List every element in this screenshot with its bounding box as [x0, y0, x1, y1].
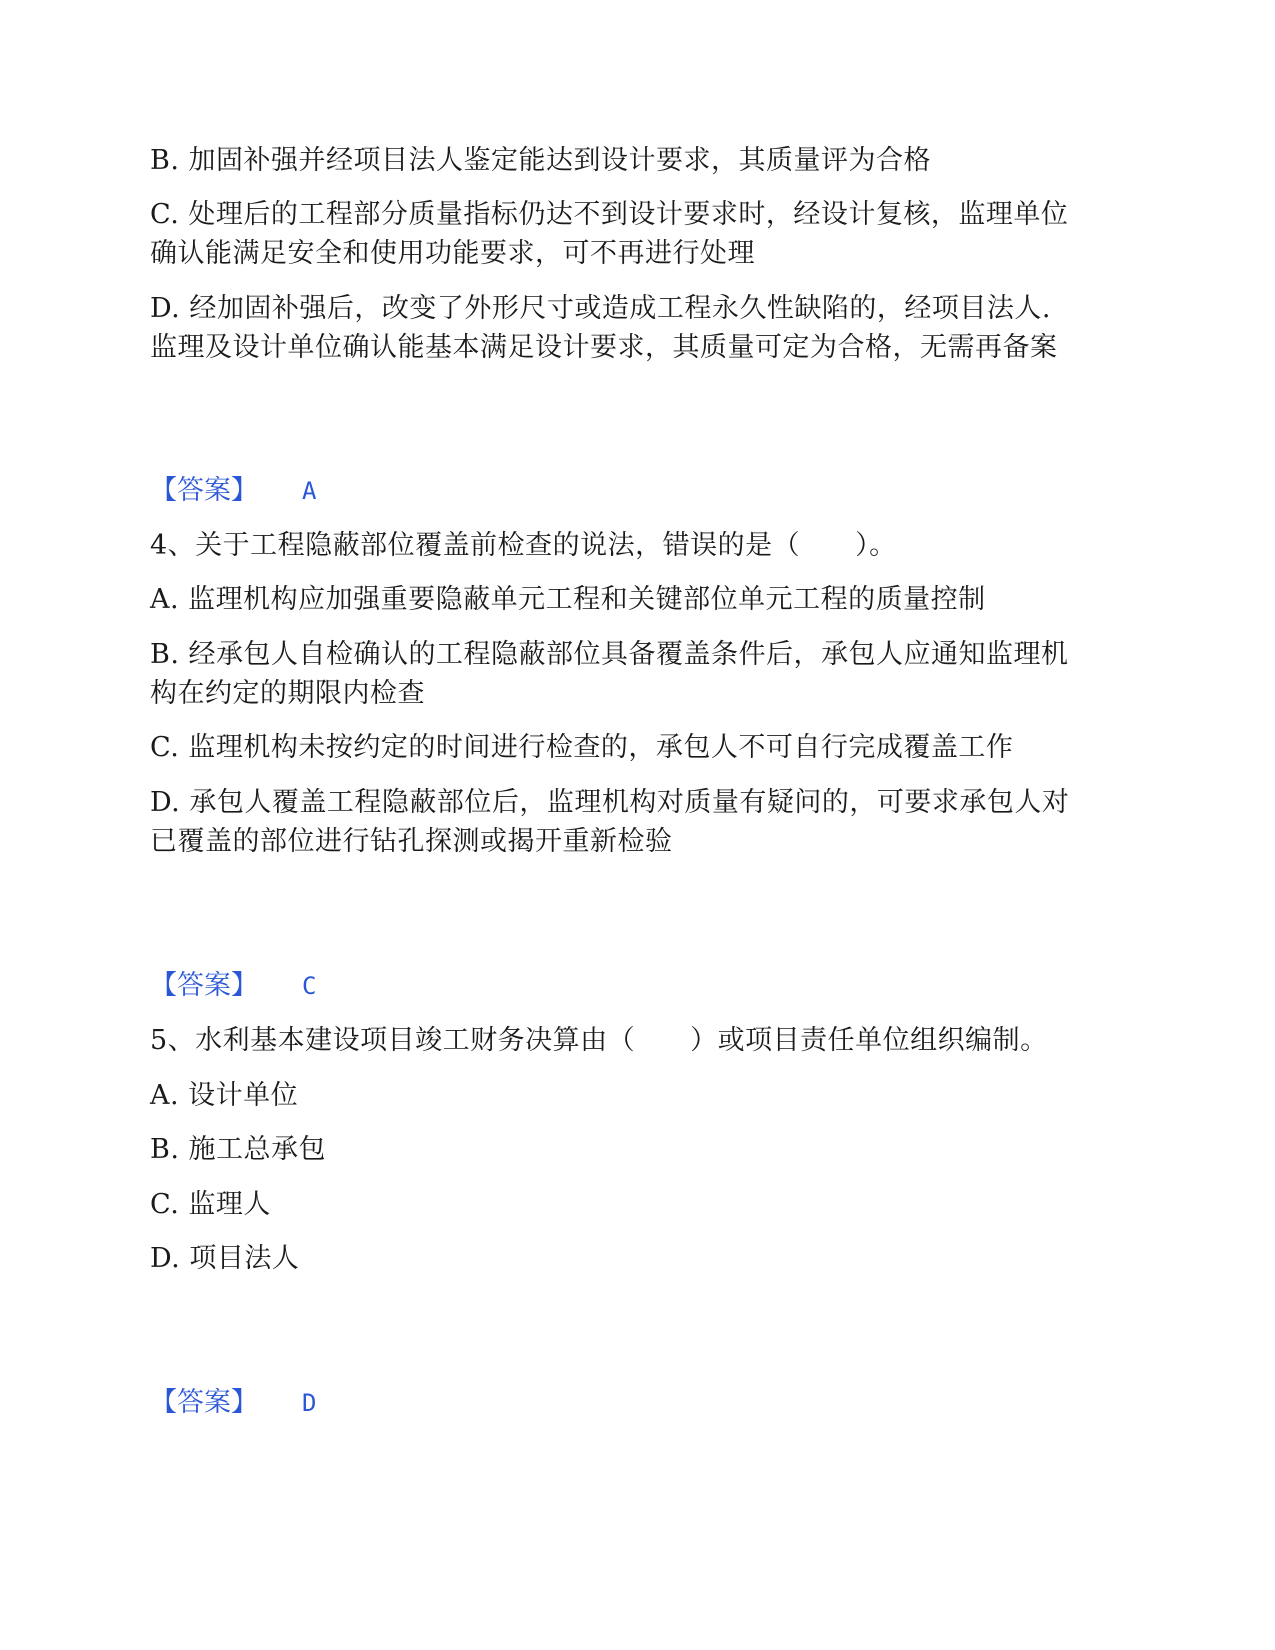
q3-answer	[150, 471, 316, 511]
q5-answer-value: D	[302, 1389, 317, 1417]
q5-answer	[150, 1383, 316, 1423]
q5-question: 5、水利基本建设项目竣工财务决算由（ ）或项目责任单位组织编制。	[150, 1025, 1048, 1056]
q4-option-d-line1: D. 承包人覆盖工程隐蔽部位后，监理机构对质量有疑问的，可要求承包人对	[150, 787, 1070, 818]
q5-option-c: C. 监理人	[150, 1189, 271, 1220]
q3-option-b: B. 加固补强并经项目法人鉴定能达到设计要求，其质量评为合格	[150, 145, 932, 176]
q3-option-d-line1: D. 经加固补强后，改变了外形尺寸或造成工程永久性缺陷的，经项目法人.	[150, 293, 1051, 324]
q3-option-c-line1: C. 处理后的工程部分质量指标仍达不到设计要求时，经设计复核，监理单位	[150, 199, 1069, 230]
q3-answer-value: A	[302, 477, 317, 505]
q5-option-a: A. 设计单位	[150, 1080, 299, 1111]
q3-option-d-line2: 监理及设计单位确认能基本满足设计要求，其质量可定为合格，无需再备案	[150, 332, 1058, 363]
q4-option-b-line1: B. 经承包人自检确认的工程隐蔽部位具备覆盖条件后，承包人应通知监理机	[150, 639, 1069, 670]
q4-option-b-line2: 构在约定的期限内检查	[150, 678, 425, 709]
q4-answer-value: C	[302, 972, 317, 1000]
q4-question: 4、关于工程隐蔽部位覆盖前检查的说法，错误的是（ ）。	[150, 530, 897, 561]
q4-option-c: C. 监理机构未按约定的时间进行检查的，承包人不可自行完成覆盖工作	[150, 732, 1014, 763]
q3-answer-label: 【答案】	[150, 475, 258, 506]
q4-option-d-line2: 已覆盖的部位进行钻孔探测或揭开重新检验	[150, 826, 673, 857]
q4-answer-label: 【答案】	[150, 970, 258, 1001]
q5-option-d: D. 项目法人	[150, 1243, 300, 1274]
q3-option-c-line2: 确认能满足安全和使用功能要求，可不再进行处理	[150, 238, 755, 269]
q4-option-a: A. 监理机构应加强重要隐蔽单元工程和关键部位单元工程的质量控制	[150, 584, 986, 615]
q5-answer-label: 【答案】	[150, 1387, 258, 1418]
q5-option-b: B. 施工总承包	[150, 1134, 327, 1165]
q4-answer	[150, 966, 316, 1006]
